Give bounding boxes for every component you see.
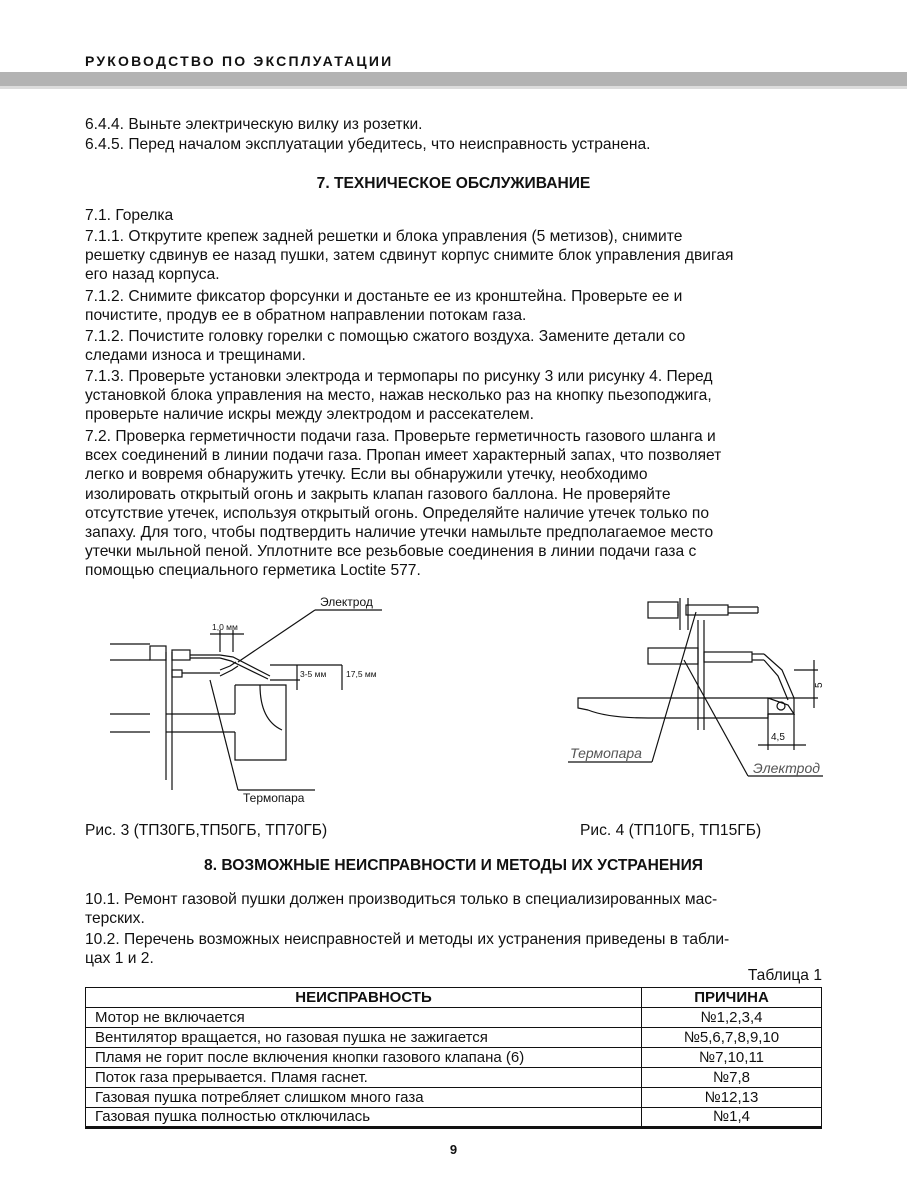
- text-line: 7.1.2. Снимите фиксатор форсунки и достаньте ее из кронштейна. Проверьте ее и: [85, 288, 683, 305]
- header-band-shadow: [0, 86, 907, 89]
- fig4-label-electrode: Электрод: [753, 760, 820, 776]
- running-header: РУКОВОДСТВО ПО ЭКСПЛУАТАЦИИ: [85, 53, 394, 69]
- cause-cell: №12,13: [642, 1088, 822, 1108]
- text-line: его назад корпуса.: [85, 266, 220, 284]
- paragraph-7-2: [85, 427, 822, 581]
- text-line: легко и вовремя обнаружить утечку. Если вы обнаружили утечку, необходимо: [85, 466, 648, 484]
- table-label: Таблица 1: [747, 967, 822, 984]
- column-header-cause: ПРИЧИНА: [642, 988, 822, 1008]
- paragraph-10-2: [85, 930, 822, 968]
- fault-cell: Мотор не включается: [86, 1008, 642, 1028]
- paragraph-10-1: [85, 890, 822, 928]
- figure-4-drawing: [568, 590, 838, 790]
- fig4-label-thermocouple: Термопара: [570, 745, 642, 761]
- cause-cell: №7,8: [642, 1068, 822, 1088]
- text-line: 7.1.1. Открутите крепеж задней решетки и блока управления (5 метизов), снимите: [85, 228, 683, 245]
- text-line: проверьте наличие искры между электродом и рассекателем.: [85, 406, 534, 424]
- fig4-dim-vertical: 5: [814, 682, 825, 688]
- table-row: [86, 1028, 822, 1048]
- text-line: 10.1. Ремонт газовой пушки должен производиться только в специализированных мас-: [85, 891, 718, 908]
- text-line: запаху. Для того, чтобы подтвердить наличие утечки намыльте предполагаемое место: [85, 524, 714, 542]
- cause-cell: №1,2,3,4: [642, 1008, 822, 1028]
- paragraph-7-1-2-nozzle: [85, 287, 822, 325]
- text-line: 7.1.2. Почистите головку горелки с помощью сжатого воздуха. Замените детали со: [85, 328, 686, 345]
- fig3-dim-gap: 1,0 мм: [212, 622, 238, 632]
- page-number: 9: [449, 1142, 458, 1157]
- fig3-dim-large: 17,5 мм: [346, 669, 377, 679]
- column-header-fault: НЕИСПРАВНОСТЬ: [86, 988, 642, 1008]
- fig4-dim-horizontal: 4,5: [771, 732, 785, 743]
- fault-cell: Газовая пушка потребляет слишком много газа: [86, 1088, 642, 1108]
- table-row: [86, 1048, 822, 1068]
- fault-cell: Вентилятор вращается, но газовая пушка не зажигается: [86, 1028, 642, 1048]
- text-line: цах 1 и 2.: [85, 950, 154, 968]
- figure-4-caption: Рис. 4 (ТП10ГБ, ТП15ГБ): [580, 822, 762, 839]
- text-line: почистите, продув ее в обратном направлении потокам газа.: [85, 307, 527, 325]
- text-line: установкой блока управления на место, нажав несколько раз на кнопку пьезоподжига,: [85, 387, 712, 405]
- text-line: отсутствие утечек, используя открытый огонь. Определяйте наличие утечек только по: [85, 504, 710, 522]
- text-line: помощью специального герметика Loctite 577.: [85, 562, 421, 580]
- text-line: всех соединений в линии подачи газа. Пропан имеет характерный запах, что позволяет: [85, 447, 722, 465]
- table-row: [86, 1008, 822, 1028]
- fault-cell: Газовая пушка полностью отключилась: [86, 1108, 642, 1128]
- text-line: следами износа и трещинами.: [85, 347, 306, 365]
- table-row: [86, 1068, 822, 1088]
- fault-cell: Пламя не горит после включения кнопки газового клапана (6): [86, 1048, 642, 1068]
- fig3-dim-small: 3-5 мм: [300, 669, 327, 679]
- figure-3-drawing: [110, 590, 400, 810]
- cause-cell: №1,4: [642, 1108, 822, 1128]
- paragraph-7-1-2-head: [85, 327, 822, 365]
- header-band: [0, 72, 907, 86]
- text-line: утечки мыльной пеной. Уплотните все резьбовые соединения в линии подачи газа с: [85, 543, 697, 561]
- table-row: [86, 1088, 822, 1108]
- paragraph-7-1-3: [85, 367, 822, 425]
- fault-cell: Поток газа прерывается. Пламя гаснет.: [86, 1068, 642, 1088]
- text-line: изолировать открытый огонь и закрыть клапан газового баллона. Не проверяйте: [85, 485, 671, 503]
- paragraph-7-1: 7.1. Горелка: [85, 207, 174, 224]
- text-line: решетку сдвинув ее назад пушки, затем сдвинут корпус снимите блок управления двигая: [85, 247, 734, 265]
- faults-table: [85, 987, 822, 1129]
- section-8-heading: 8. ВОЗМОЖНЫЕ НЕИСПРАВНОСТИ И МЕТОДЫ ИХ УСТРАНЕНИЯ: [204, 857, 703, 874]
- paragraph-6-4-4: 6.4.4. Выньте электрическую вилку из розетки.: [85, 116, 423, 133]
- fig3-label-electrode: Электрод: [320, 595, 373, 609]
- text-line: терских.: [85, 910, 145, 928]
- figure-3-caption: Рис. 3 (ТП30ГБ,ТП50ГБ, ТП70ГБ): [85, 822, 328, 839]
- table-header-row: [86, 988, 822, 1008]
- paragraph-7-1-1: [85, 227, 822, 285]
- text-line: 7.1.3. Проверьте установки электрода и термопары по рисунку 3 или рисунку 4. Перед: [85, 368, 713, 385]
- text-line: 10.2. Перечень возможных неисправностей и методы их устранения приведены в табли-: [85, 931, 730, 948]
- section-7-heading: 7. ТЕХНИЧЕСКОЕ ОБСЛУЖИВАНИЕ: [316, 175, 591, 192]
- table-row: [86, 1108, 822, 1128]
- cause-cell: №7,10,11: [642, 1048, 822, 1068]
- fig3-label-thermocouple: Термопара: [243, 791, 305, 805]
- text-line: 7.2. Проверка герметичности подачи газа. Проверьте герметичность газового шланга и: [85, 428, 716, 445]
- cause-cell: №5,6,7,8,9,10: [642, 1028, 822, 1048]
- paragraph-6-4-5: 6.4.5. Перед началом эксплуатации убедитесь, что неисправность устранена.: [85, 136, 651, 153]
